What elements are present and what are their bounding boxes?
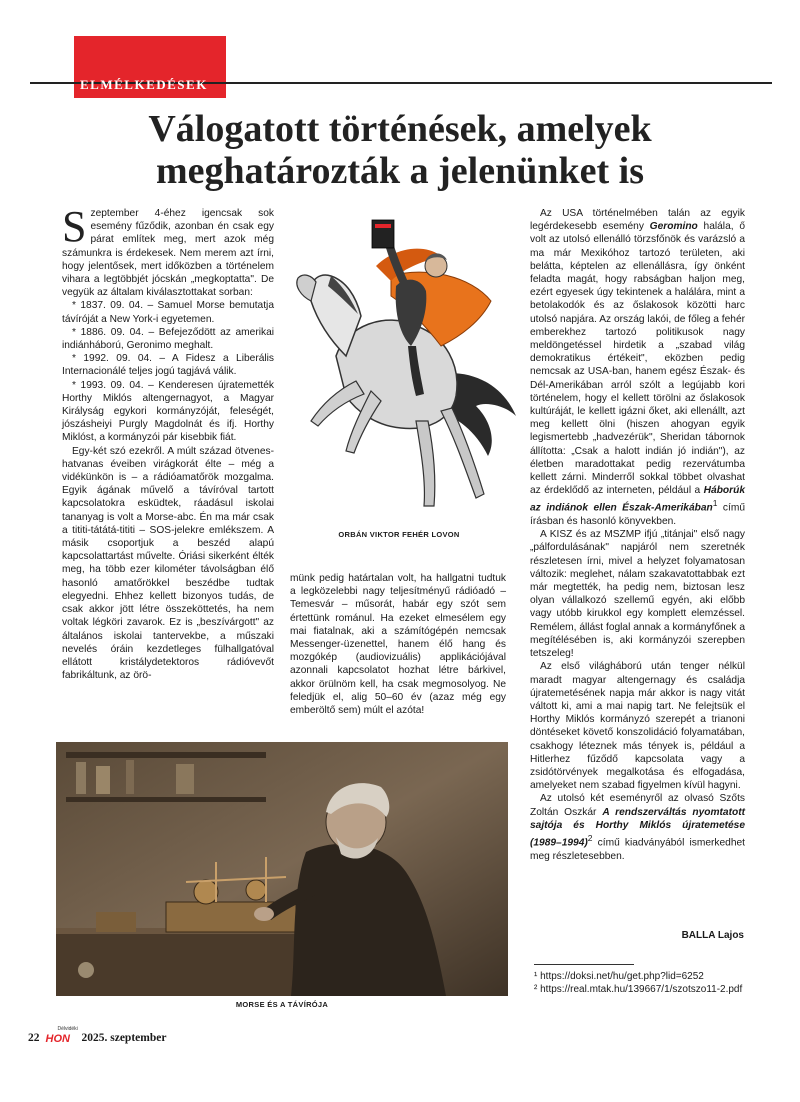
text-run: Az USA történelmében talán az egyik legérdekesebb esemény [530,208,745,233]
section-label: ELMÉLKEDÉSEK [80,77,208,92]
event-item: * 1992. 09. 04. – A Fidesz a Liberális Internacionálé teljes jogú tagjává válik. [62,353,274,378]
body-paragraph: münk pedig határtalan volt, ha hallgatni tudtuk a legközelebbi nagy teljesítményű rádióadó – Temesvár – műsorát, habár egy szót sem értettünk románul. Ha ezeket elmesélem egy mai fiatalnak, aki a számítógépén nemcsak Messenger-üzenettel, hanem élő hang és mozgókép (audiovizuális) applikációjával azonnali kapcsolatot hozhat létre bárkivel, akkor örülnöm kell, ha csak megmosolyog. Ne feledjük el, alig 50–60 év (azaz még egy emberöltő sem) múlt el azóta! [290,573,506,717]
text-run: című írásban és hasonló könyvekben. [530,502,745,528]
footnote-ref: 2 [587,832,593,843]
event-item: * 1886. 09. 04. – Befejeződött az amerikai indiánháború, Geronimo meghalt. [62,326,274,352]
text-run: című kiadványából ismerkedhet meg részletesebben. [530,837,745,862]
body-paragraph [530,792,745,862]
author-signature: BALLA Lajos [681,930,744,941]
footnote-rule [534,964,634,965]
title-line-2: meghatározták a jelenünket is [156,150,644,192]
footnote-2: ² https://real.mtak.hu/139667/1/szotszo11-2.pdf [534,984,743,995]
title-line-1: Válogatott történések, amelyek [148,108,652,150]
horse-rider-image [276,206,522,524]
body-paragraph: A KISZ és az MSZMP ifjú „titánjai" első nagy „pálfordulásának" napjáról nem szeretnék részletesen írni, mivel a helyzet folyamatosan változik: meglehet, nálam szakavatottabbak ezt már megtették, ha pedig nem, biztosan lesz olyan vállalkozó szellemű egyén, aki előbb vagy utóbb kirukkol egy komplett elemzéssel. Remélem, állást foglal annak a kormányfőnek a megítélésében is, aki kormányzói szerepben tetszeleg! [530,529,745,660]
book-title: A rendszerváltás nyomtatott sajtója és Horthy Miklós újratemetése (1989–1994) [530,806,745,849]
emphasis-geromino: Geromino [649,221,698,233]
text-column-2 [290,572,506,717]
footnotes [534,970,754,996]
issue-date: 2025. szeptember [81,1032,167,1044]
magazine-logo [45,1026,78,1046]
drop-cap: S [62,202,87,251]
body-paragraph: Az első világháború után tenger nélkül maradt magyar altengernagy és családja újratemetésének napja már akkor is nagy vitát váltott ki, ami a mai napig tart. Ne felejtsük el Horthy Miklós kormányzó szerepét a trianoni döntéseket követő konszolidáció folyamatában, csakhogy léteznek más tények is, például a Hitlerhez fűződő kapcsolata vagy a zsidótörvények megalkotása és elfogadása, amelyeket nem szabad figyelmen kívül hagyni. [530,661,745,792]
text-column-1 [62,202,274,682]
text-run: halála, ő volt az utolsó ellenálló törzsfőnök és varázsló a ma már Mexikóhoz tartozó területen, aki belátta, képtelen az ellenállásra, így önként feladta magát, hogy rabságban haljon meg, ezért egyesek úgy tekintenek a halálára, mint a betolakodók és az őslakosok közötti harc utolsó napjára. Az ország lakói, de főleg a fehér emberekhez tartozó politikusok nagy meldöngetéssel hirdetik a „szabad világ demokratikus értékeit", eközben pedig nemcsak az USA-ban, hanem egész Észak- és Dél-Amerikában arról szólt a legújabb kori történelem, hogy el kellett törölni az őslakosok kultúráját, le kellett igázni őket, aki ellenállt, azt meg kellett ölni (hiszen ahogyan egyik legismertebb „hadvezérük", Sheridan tábornok állította: „Csak a halott indián jó indián"), az életben maradottakat pedig rezervátumba kellett zárni. Minderről sokkal többet olvashat az érdeklődő az interneten, például a [530,221,745,497]
figure-horse-illustration [276,206,522,538]
logo-text: HON [45,1033,70,1045]
intro-paragraph [62,202,274,299]
article-title [60,108,740,192]
book-title: Háborúk az indiánok ellen Észak-Amerikában [530,485,745,514]
figure2-caption: MORSE ÉS A TÁVÍRÓJA [235,1000,329,1009]
intro-text: zeptember 4-éhez igencsak sok esemény fűződik, azonban én csak egy párat említek meg, mert azok még számunkra is érdekesek. Nem merem azt írni, hogy jelentősek, mert időközben a történelem vihara a legtöbbjét jócskán „megkoptatta". De vegyük az általam kiválasztottakat sorban: [62,208,274,299]
body-paragraph: Egy-két szó ezekről. A múlt század ötvenes-hatvanas éveiben virágkorát élte – még a vidékünkön is – a rádióamatőrök mozgalma. Egyik ágának művelő a távíróval tartott kapcsolatokra esküdtek, ráadásul iskolai tananyag is volt a Morse-abc. Én ma már csak a tititi-tátátá-tititi – SOS-jelekre emlékszem. A másik csoportjuk a beszéd alapú kapcsolattartást művelte. Óriási sikerként élték meg, ha több ezer kilométer távolságban élő hasonló amatőrökkel beszédbe tudtak elegyedni. Ehhez kellett bizonyos tudás, de csak akkor jött létre összeköttetés, ha nem voltak légköri zavarok. Ez is „beszívárgott" az általános iskolai tantervekbe, a műszaki nevelés óráin kezdetleges fülhallgatóval ellátott kristálydetektoros rádióvevőt fabrikáltunk, az örö- [62,445,274,682]
page-number: 22 [28,1032,40,1044]
figure1-caption: ORBÁN VIKTOR FEHÉR LOVON [338,530,460,539]
event-item: * 1837. 09. 04. – Samuel Morse bemutatja távíróját a New York-i egyetemen. [62,300,274,325]
figure-morse-photo [56,742,508,1009]
logo-subtitle: Délvidéki [57,1026,78,1032]
body-paragraph [530,207,745,528]
page-footer [28,1026,167,1046]
event-item: * 1993. 09. 04. – Kenderesen újratemették Horthy Miklós altengernagyot, a Magyar Királyság egykori kormányzóját, feleségét, jószásheiyi Purgly Magdolnát és ifj. Horthy Miklóst, a kormányzói pár kisebbik fiát. [62,379,274,444]
footnote-ref: 1 [712,498,718,509]
footnote-1: ¹ https://doksi.net/hu/get.php?lid=6252 [534,971,704,982]
text-run: Az utolsó két eseményről az olvasó Szőts Zoltán Oszkár [530,793,745,818]
morse-telegraph-image [56,742,508,996]
text-column-3 [530,207,745,863]
